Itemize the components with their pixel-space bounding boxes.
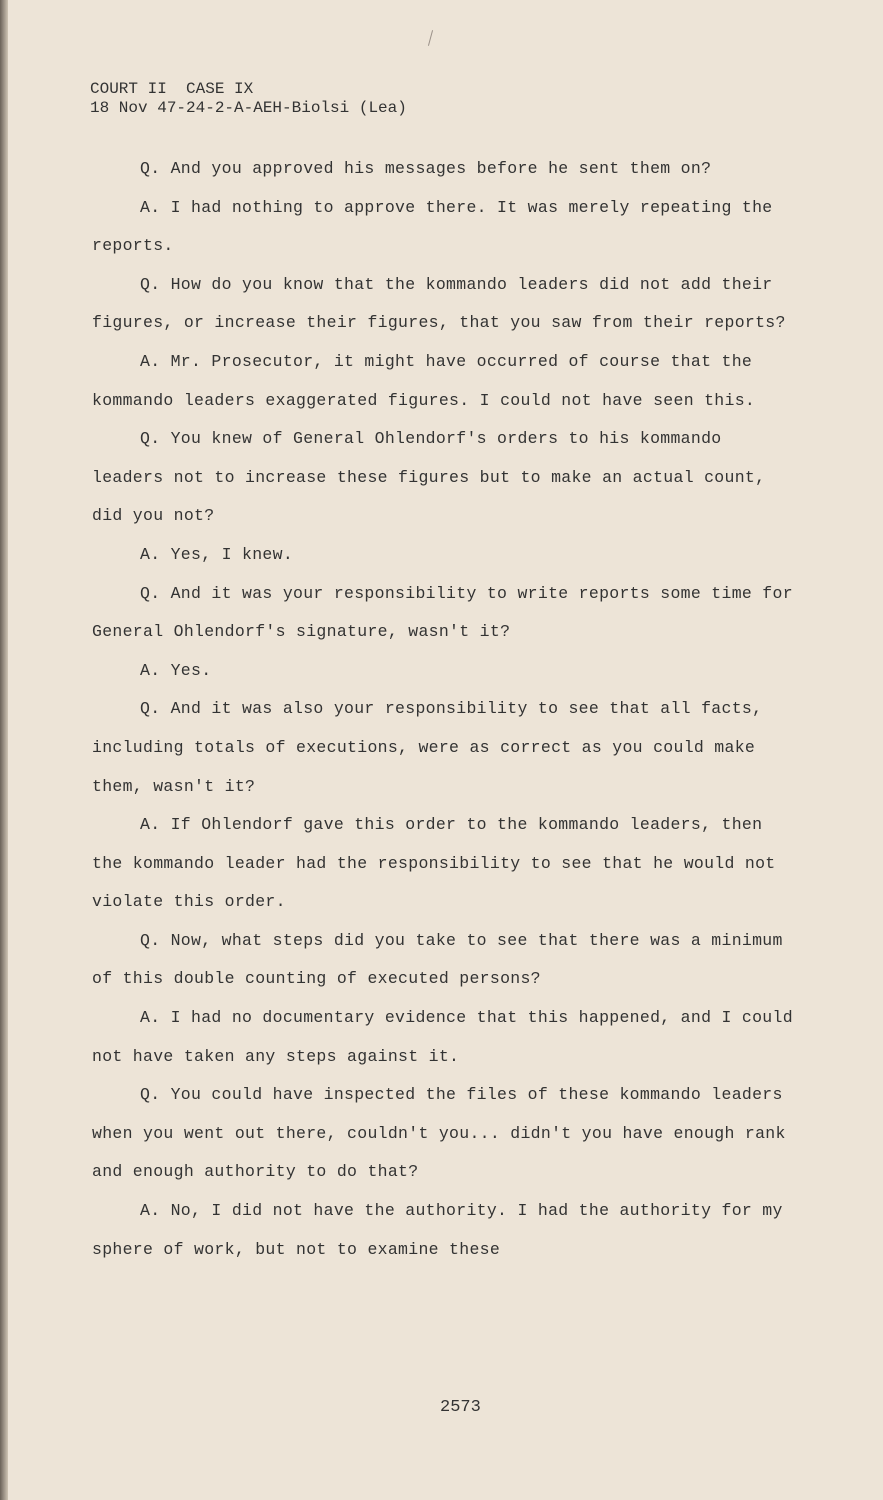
transcript-paragraph: Q. You could have inspected the files of these kommando leaders when you went out there, couldn't you... didn't you have enough rank and enough authority to do that?: [92, 1085, 786, 1182]
header-date-reference: 18 Nov 47-24-2-A-AEH-Biolsi (Lea): [90, 99, 407, 117]
transcript-paragraph: A. I had no documentary evidence that this happened, and I could not have taken any steps against it.: [92, 1008, 793, 1066]
transcript-paragraph: A. Yes.: [140, 660, 212, 680]
pencil-mark: [428, 30, 433, 46]
transcript-paragraph: Q. Now, what steps did you take to see that there was a minimum of this double counting of executed persons?: [92, 930, 783, 989]
transcript-paragraph: Q. And it was your responsibility to write reports some time for General Ohlendorf's signature, wasn't it?: [92, 583, 793, 642]
document-header: [90, 80, 407, 118]
transcript-paragraph: A. Mr. Prosecutor, it might have occurred of course that the kommando leaders exaggerated figures. I could not have seen this.: [92, 351, 756, 410]
transcript-paragraph: Q. How do you know that the kommando leaders did not add their figures, or increase their figures, that you saw from their reports?: [92, 274, 786, 333]
transcript-paragraph: A. If Ohlendorf gave this order to the kommando leaders, then the kommando leader had the responsibility to see that he would not violate this order.: [92, 815, 776, 912]
transcript-paragraph: A. I had nothing to approve there. It was merely repeating the reports.: [92, 197, 773, 256]
page-binding-edge: [0, 0, 8, 1500]
transcript-paragraph: Q. And it was also your responsibility to see that all facts, including totals of executions, were as correct as you could make them, wasn't it?: [92, 699, 763, 796]
transcript-paragraph: A. No, I did not have the authority. I had the authority for my sphere of work, but not to examine these: [92, 1201, 783, 1259]
transcript-body: [92, 150, 802, 1269]
transcript-paragraph: Q. You knew of General Ohlendorf's orders to his kommando leaders not to increase these figures but to make an actual count, did you not?: [92, 429, 766, 526]
transcript-paragraph: A. Yes, I knew.: [140, 544, 294, 564]
transcript-paragraph: Q. And you approved his messages before he sent them on?: [140, 159, 712, 178]
page-number: 2573: [440, 1398, 481, 1417]
header-court-case: COURT II CASE IX: [90, 80, 254, 98]
